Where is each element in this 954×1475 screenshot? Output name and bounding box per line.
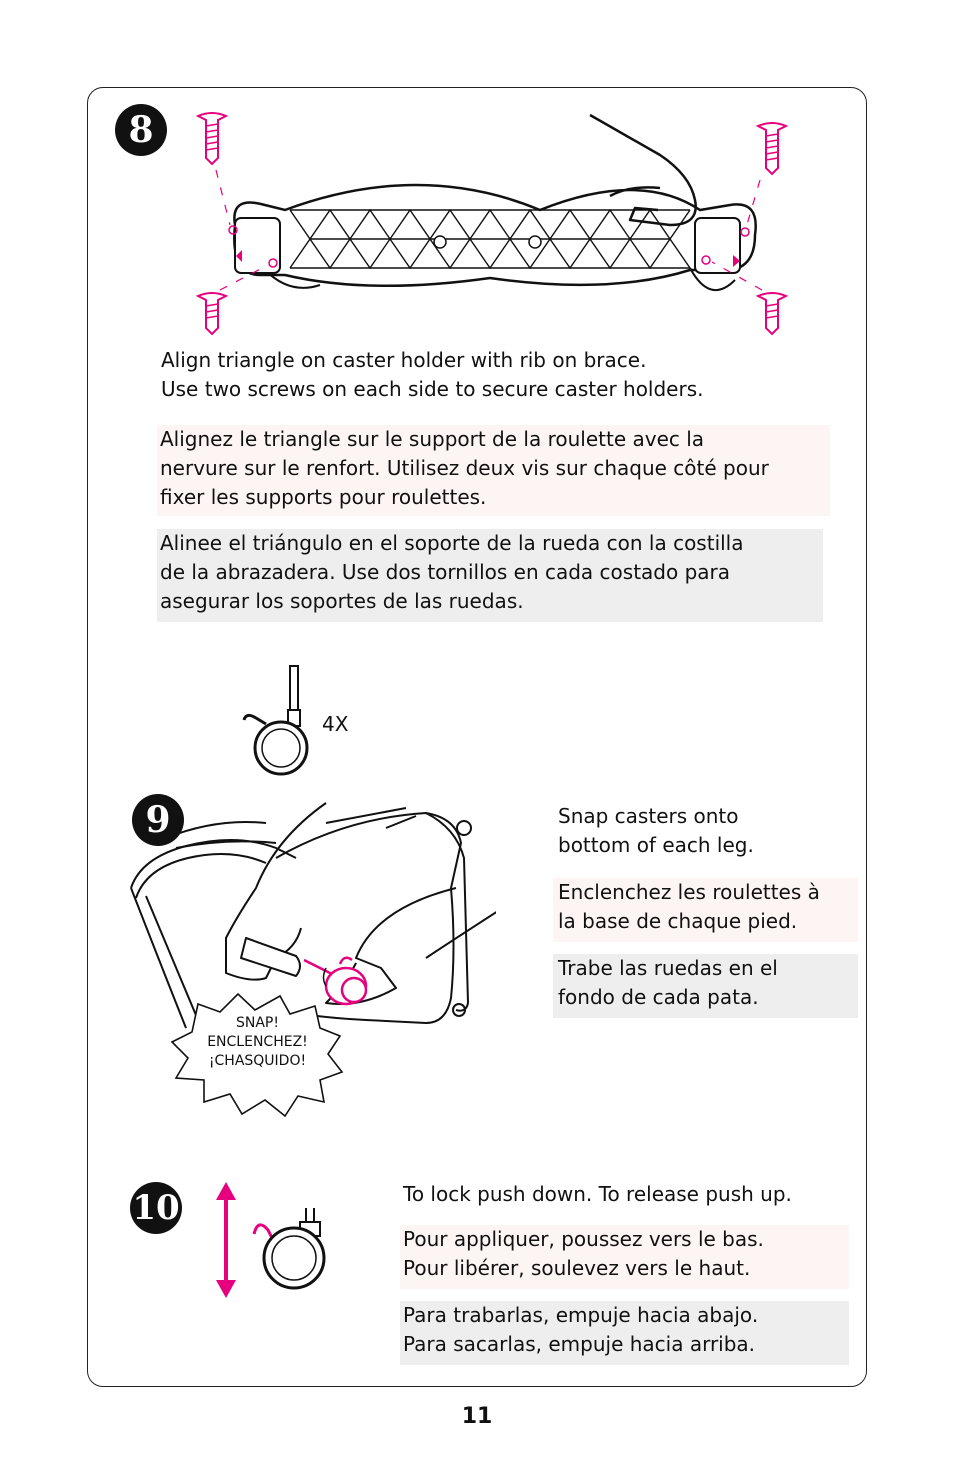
step-9-french-text (553, 878, 858, 942)
text-line: fixer les supports pour roulettes. (160, 485, 487, 509)
step-8-english-text (161, 346, 704, 404)
text-line: Align triangle on caster holder with rib on brace. (161, 348, 647, 372)
text-line: SNAP! (236, 1015, 279, 1031)
caster-part-icon (236, 658, 316, 778)
text-line: Enclenchez les roulettes à (558, 880, 820, 904)
text-line: Pour libérer, soulevez vers le haut. (403, 1256, 751, 1280)
text-line: Para trabarlas, empuje hacia abajo. (403, 1303, 759, 1327)
text-line: fondo de cada pata. (558, 985, 759, 1009)
step-10-french-text (400, 1225, 849, 1289)
text-line: bottom of each leg. (558, 833, 754, 857)
text-line: Alinee el triángulo en el soporte de la rueda con la costilla (160, 531, 744, 555)
step-9-spanish-text (553, 954, 858, 1018)
text-line: Para sacarlas, empuje hacia arriba. (403, 1332, 756, 1356)
text-line: la base de chaque pied. (558, 909, 798, 933)
text-line: Use two screws on each side to secure caster holders. (161, 377, 704, 401)
caster-holder-assembly-illustration (190, 100, 800, 345)
text-line: Alignez le triangle sur le support de la roulette avec la (160, 427, 705, 451)
caster-quantity: 4X (322, 712, 349, 736)
text-line: asegurar los soportes de las ruedas. (160, 589, 524, 613)
step-8-spanish-text (157, 529, 823, 622)
step-9-badge: 9 (132, 794, 184, 846)
text-line: ENCLENCHEZ! (207, 1034, 308, 1050)
step-10-english-text: To lock push down. To release push up. (403, 1182, 792, 1206)
text-line: Trabe las ruedas en el (558, 956, 778, 980)
text-line: de la abrazadera. Use dos tornillos en cada costado para (160, 560, 731, 584)
caster-lock-illustration (206, 1178, 336, 1303)
up-down-arrow-icon (216, 1182, 236, 1298)
page-number: 11 (461, 1404, 493, 1429)
step-9-english-text (558, 802, 754, 860)
text-line: nervure sur le renfort. Utilisez deux vis sur chaque côté pour (160, 456, 769, 480)
step-10-badge: 10 (130, 1182, 182, 1234)
step-10-spanish-text (400, 1301, 849, 1365)
text-line: Pour appliquer, poussez vers le bas. (403, 1227, 764, 1251)
snap-burst-text (170, 1014, 345, 1071)
step-8-french-text (157, 425, 830, 516)
text-line: Snap casters onto (558, 804, 739, 828)
text-line: ¡CHASQUIDO! (208, 1053, 307, 1069)
step-8-badge: 8 (115, 104, 167, 156)
